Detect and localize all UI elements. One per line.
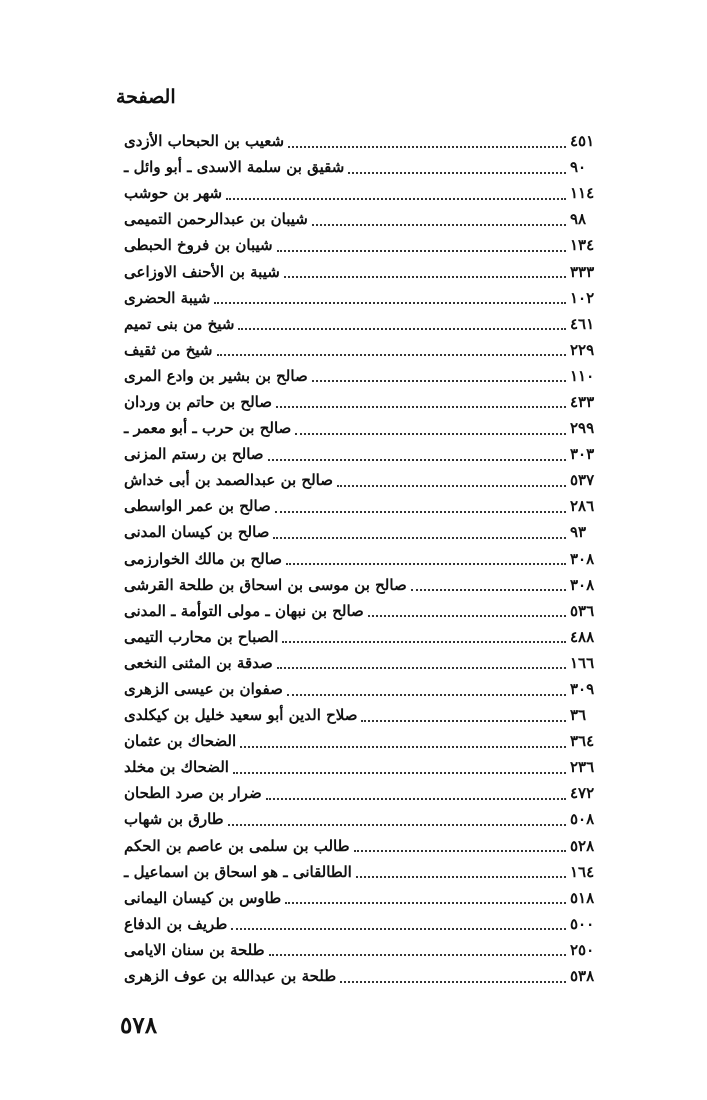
dot-leader (268, 458, 566, 461)
entry-page-number: ٤٣٣ (570, 392, 595, 411)
entry-name: شيبة بن الأحنف الاوزاعى (124, 262, 280, 281)
dot-leader (282, 640, 566, 643)
dot-leader (233, 771, 566, 774)
dot-leader (361, 719, 566, 722)
entry-page-number: ٩٨ (570, 210, 587, 229)
index-entry (118, 702, 598, 728)
name-index-list (118, 128, 598, 989)
entry-page-number: ٩٣ (570, 523, 587, 542)
entry-page-number: ١٠٢ (570, 288, 595, 307)
index-entry (118, 232, 598, 258)
index-entry (118, 937, 598, 963)
index-entry (118, 859, 598, 885)
index-entry (118, 128, 598, 154)
index-entry (118, 285, 598, 311)
index-entry (118, 258, 598, 284)
entry-name: شعيب بن الحبحاب الأزدى (124, 132, 285, 151)
entry-page-number: ٥٣٧ (570, 471, 595, 490)
entry-name: طلحة بن عبدالله بن عوف الزهرى (124, 967, 337, 986)
entry-name: صلاح الدين أبو سعيد خليل بن كيكلدى (124, 706, 358, 725)
entry-page-number: ٢٣٦ (570, 758, 595, 777)
dot-leader (295, 432, 566, 435)
index-entry (118, 154, 598, 180)
index-entry (118, 311, 598, 337)
entry-page-number: ٥١٨ (570, 888, 595, 907)
entry-page-number: ٥٣٦ (570, 601, 595, 620)
dot-leader (273, 536, 566, 539)
entry-page-number: ٥٠٠ (570, 914, 595, 933)
entry-name: طالب بن سلمى بن عاصم بن الحكم (124, 836, 350, 855)
page-column-heading: الصفحة (116, 86, 176, 108)
dot-leader (277, 666, 566, 669)
entry-name: صالح بن بشير بن وادع المرى (124, 366, 308, 385)
entry-name: الضحاك بن مخلد (124, 758, 229, 777)
entry-name: ضرار بن صرد الطحان (124, 784, 262, 803)
index-entry (118, 415, 598, 441)
entry-name: صالح بن حرب ـ أبو معمر ـ (124, 419, 292, 438)
entry-name: صالح بن عمر الواسطى (124, 497, 271, 516)
dot-leader (277, 249, 566, 252)
entry-name: شيبان بن عبدالرحمن التميمى (124, 210, 308, 229)
index-entry (118, 911, 598, 937)
dot-leader (368, 614, 566, 617)
dot-leader (284, 275, 566, 278)
entry-name: شيخ من بنى تميم (124, 314, 235, 333)
entry-page-number: ٢٨٦ (570, 497, 595, 516)
index-entry (118, 780, 598, 806)
entry-page-number: ٥٢٨ (570, 836, 595, 855)
entry-name: صفوان بن عيسى الزهرى (124, 680, 283, 699)
dot-leader (340, 980, 566, 983)
entry-name: طريف بن الدفاع (124, 914, 228, 933)
entry-name: طلحة بن سنان الايامى (124, 940, 265, 959)
dot-leader (266, 797, 566, 800)
entry-name: الطالقانى ـ هو اسحاق بن اسماعيل ـ (124, 862, 352, 881)
entry-page-number: ٣٠٩ (570, 680, 595, 699)
index-entry (118, 363, 598, 389)
dot-leader (285, 901, 566, 904)
entry-name: صالح بن كيسان المدنى (124, 523, 270, 542)
dot-leader (276, 405, 566, 408)
dot-leader (238, 327, 566, 330)
index-entry (118, 754, 598, 780)
entry-page-number: ٣٣٣ (570, 262, 595, 281)
dot-leader (348, 171, 566, 174)
entry-name: صالح بن حاتم بن وردان (124, 392, 272, 411)
entry-name: شيخ من ثقيف (124, 340, 213, 359)
index-entry (118, 833, 598, 859)
dot-leader (286, 562, 566, 565)
index-entry (118, 806, 598, 832)
entry-name: طارق بن شهاب (124, 810, 224, 829)
dot-leader (214, 301, 566, 304)
entry-page-number: ٣٦ (570, 706, 587, 725)
dot-leader (231, 927, 566, 930)
index-entry (118, 441, 598, 467)
index-entry (118, 885, 598, 911)
entry-page-number: ٣٦٤ (570, 732, 595, 751)
dot-leader (312, 223, 566, 226)
dot-leader (354, 849, 566, 852)
entry-name: طاوس بن كيسان اليمانى (124, 888, 282, 907)
dot-leader (312, 379, 566, 382)
dot-leader (269, 953, 566, 956)
entry-name: شهر بن حوشب (124, 184, 223, 203)
entry-page-number: ١٦٦ (570, 653, 595, 672)
index-entry (118, 467, 598, 493)
entry-page-number: ٤٨٨ (570, 627, 595, 646)
index-entry (118, 598, 598, 624)
index-entry (118, 546, 598, 572)
index-entry (118, 389, 598, 415)
entry-page-number: ٢٢٩ (570, 340, 595, 359)
entry-page-number: ٣٠٨ (570, 549, 595, 568)
dot-leader (275, 510, 566, 513)
dot-leader (411, 588, 566, 591)
dot-leader (240, 745, 566, 748)
entry-page-number: ٣٠٣ (570, 445, 595, 464)
entry-name: شيبان بن فروخ الحبطى (124, 236, 273, 255)
entry-page-number: ٢٥٠ (570, 940, 595, 959)
dot-leader (356, 875, 566, 878)
index-entry (118, 493, 598, 519)
entry-name: صالح بن عبدالصمد بن أبى خداش (124, 471, 333, 490)
entry-name: الضحاك بن عثمان (124, 732, 237, 751)
entry-page-number: ١٣٤ (570, 236, 595, 255)
dot-leader (337, 484, 566, 487)
entry-name: شيبة الحضرى (124, 288, 211, 307)
index-entry (118, 572, 598, 598)
dot-leader (228, 823, 566, 826)
index-entry (118, 963, 598, 989)
entry-page-number: ٩٠ (570, 158, 587, 177)
entry-page-number: ٤٦١ (570, 314, 595, 333)
entry-name: الصباح بن محارب التيمى (124, 627, 279, 646)
dot-leader (287, 693, 566, 696)
index-entry (118, 206, 598, 232)
entry-name: صالح بن نبهان ـ مولى التوأمة ـ المدنى (124, 601, 364, 620)
entry-page-number: ٥٣٨ (570, 967, 595, 986)
index-entry (118, 337, 598, 363)
index-entry (118, 624, 598, 650)
entry-name: صالح بن رستم المزنى (124, 445, 264, 464)
entry-name: صدقة بن المثنى النخعى (124, 653, 273, 672)
dot-leader (226, 197, 566, 200)
page-number: ٥٧٨ (120, 1012, 158, 1039)
index-entry (118, 180, 598, 206)
dot-leader (288, 145, 566, 148)
index-entry (118, 650, 598, 676)
entry-page-number: ١٦٤ (570, 862, 595, 881)
entry-page-number: ١١٤ (570, 184, 595, 203)
index-entry (118, 676, 598, 702)
entry-page-number: ٣٠٨ (570, 575, 595, 594)
entry-page-number: ٤٧٢ (570, 784, 595, 803)
index-entry (118, 728, 598, 754)
entry-page-number: ٥٠٨ (570, 810, 595, 829)
entry-page-number: ٤٥١ (570, 132, 595, 151)
entry-page-number: ١١٠ (570, 366, 595, 385)
entry-name: صالح بن مالك الخوارزمى (124, 549, 282, 568)
dot-leader (217, 353, 567, 356)
entry-name: صالح بن موسى بن اسحاق بن طلحة القرشى (124, 575, 407, 594)
entry-name: شقيق بن سلمة الاسدى ـ أبو وائل ـ (124, 158, 345, 177)
entry-page-number: ٢٩٩ (570, 419, 595, 438)
index-entry (118, 519, 598, 545)
